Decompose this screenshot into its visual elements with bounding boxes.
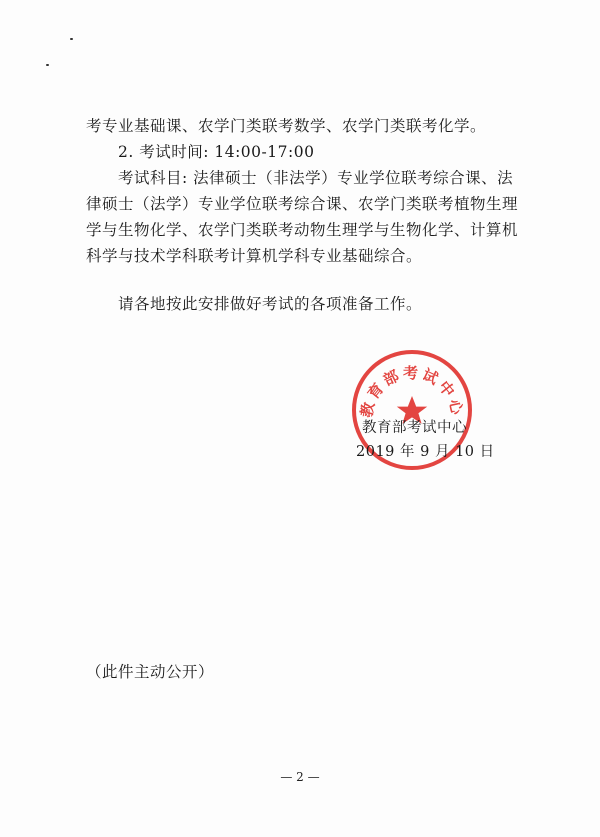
body-line-7: 请各地按此安排做好考试的各项准备工作。 — [118, 295, 423, 313]
body-line-3: 考试科目: 法律硕士（非法学）专业学位联考综合课、法 — [118, 169, 514, 187]
signature-org: 教育部考试中心 — [362, 420, 467, 436]
body-line-5: 学与生物化学、农学门类联考动物生理学与生物化学、计算机 — [86, 221, 519, 239]
page-number: — 2 — — [280, 770, 320, 784]
scan-speck — [70, 38, 73, 40]
signature-date: 2019 年 9 月 10 日 — [356, 444, 495, 460]
disclosure-note: （此件主动公开） — [86, 663, 215, 681]
seal-text: 教育部考试中心 — [357, 364, 467, 420]
body-line-2: 2. 考试时间: 14:00-17:00 — [118, 143, 315, 161]
scan-speck — [46, 64, 49, 66]
body-line-1: 考专业基础课、农学门类联考数学、农学门类联考化学。 — [86, 117, 487, 135]
body-line-4: 律硕士（法学）专业学位联考综合课、农学门类联考植物生理 — [86, 195, 519, 213]
body-line-6: 科学与技术学科联考计算机学科专业基础综合。 — [86, 247, 423, 265]
